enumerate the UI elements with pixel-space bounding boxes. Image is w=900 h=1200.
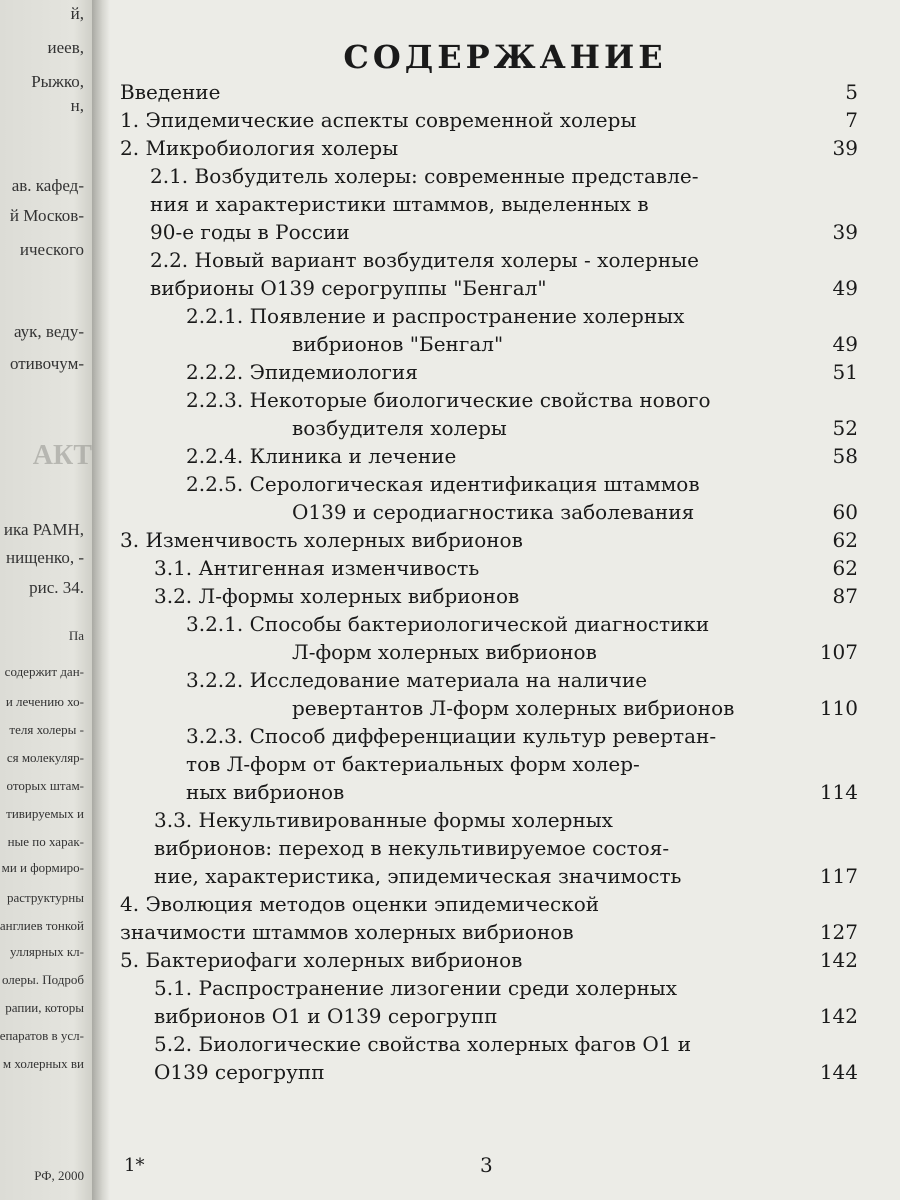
previous-page-text-fragment: й Москов- <box>9 206 84 225</box>
previous-page-text-fragment: нищенко, - <box>6 548 84 567</box>
previous-page-text-fragment: оторых штам- <box>6 778 84 793</box>
previous-page-text-fragment: епаратов в усл- <box>0 1028 84 1043</box>
toc-entry-title-continued: 90-е годы в России <box>150 220 350 244</box>
toc-entry-title: 2.2.4. Клиника и лечение <box>186 444 457 468</box>
previous-page-edge <box>0 0 92 1200</box>
toc-entry-title: 3.3. Некультивированные формы холерных <box>154 808 613 832</box>
toc-entry-title-continued: ние, характеристика, эпидемическая значимость <box>154 864 682 888</box>
previous-page-text-fragment: раструктурны <box>6 890 84 905</box>
toc-entry-title: 2.2. Новый вариант возбудителя холеры - холерные <box>150 248 699 272</box>
toc-entry-title: 3.2. Л-формы холерных вибрионов <box>154 584 520 608</box>
toc-entry-title-continued: ревертантов Л-форм холерных вибрионов <box>292 696 735 720</box>
previous-page-text-fragment: рапии, которы <box>5 1000 84 1015</box>
toc-page-number: 117 <box>819 864 858 888</box>
toc-entry-title-continued: вибрионов "Бенгал" <box>292 332 504 356</box>
contents-page <box>110 0 900 1200</box>
toc-entry-title: 3. Изменчивость холерных вибрионов <box>120 528 523 552</box>
toc-page-number: 49 <box>832 276 858 300</box>
toc-page-number: 49 <box>832 332 858 356</box>
previous-page-text-fragment: м холерных ви <box>2 1056 84 1071</box>
toc-entry-title: 2. Микробиология холеры <box>120 136 399 160</box>
toc-entry <box>110 806 900 890</box>
toc-entry <box>110 442 900 470</box>
toc-page-number: 58 <box>832 444 858 468</box>
previous-page-text-fragment: иеев, <box>47 38 84 57</box>
page-title: СОДЕРЖАНИЕ <box>343 38 667 76</box>
toc-page-number: 62 <box>832 528 858 552</box>
toc-entry-title: 2.1. Возбудитель холеры: современные представле- <box>150 164 699 188</box>
previous-page-text-fragment: теля холеры - <box>9 722 84 737</box>
previous-page-text-fragment: н, <box>70 96 84 115</box>
toc-page-number: 62 <box>832 556 858 580</box>
toc-entry-title-continued: O139 серогрупп <box>154 1060 325 1084</box>
toc-entry <box>110 666 900 722</box>
toc-entry-title: 5. Бактериофаги холерных вибрионов <box>120 948 523 972</box>
toc-page-number: 39 <box>832 220 858 244</box>
toc-entry-title: 3.2.1. Способы бактериологической диагностики <box>186 612 710 636</box>
toc-entry <box>110 526 900 554</box>
toc-entry-title: 3.1. Антигенная изменчивость <box>154 556 480 580</box>
toc-entry-title: 5.2. Биологические свойства холерных фагов O1 и <box>154 1032 692 1056</box>
toc-page-number: 142 <box>819 1004 858 1028</box>
toc-page-number: 39 <box>832 136 858 160</box>
previous-page-text-fragment: и лечению хо- <box>5 694 84 709</box>
previous-page-text-fragment: ического <box>19 240 84 259</box>
previous-page-text-fragment: АКТ <box>32 440 92 471</box>
toc-page-number: 144 <box>819 1060 858 1084</box>
toc-entry-title: 5.1. Распространение лизогении среди холерных <box>154 976 677 1000</box>
toc-entry <box>110 610 900 666</box>
toc-entry <box>110 946 900 974</box>
toc-entry-title: 2.2.3. Некоторые биологические свойства нового <box>186 388 711 412</box>
toc-entry-title-continued: вибрионов: переход в некультивируемое состоя- <box>154 836 670 860</box>
toc-entry-title: Введение <box>120 80 221 104</box>
previous-page-text-fragment: уллярных кл- <box>10 944 84 959</box>
toc-entry <box>110 890 900 946</box>
previous-page-text-fragment: ав. кафед- <box>11 176 84 195</box>
page-number: 3 <box>480 1153 493 1177</box>
toc-entry <box>110 722 900 806</box>
toc-entry-title-continued: вибрионы O139 серогруппы "Бенгал" <box>150 276 547 300</box>
toc-entry <box>110 582 900 610</box>
previous-page-text-fragment: ся молекуляр- <box>6 750 84 765</box>
toc-entry-title-continued: значимости штаммов холерных вибрионов <box>120 920 574 944</box>
previous-page-text-fragment: англиев тонкой <box>0 918 84 933</box>
toc-entry-title-continued: ния и характеристики штаммов, выделенных в <box>150 192 649 216</box>
toc-entry <box>110 554 900 582</box>
previous-page-text-fragment: тивируемых и <box>6 806 84 821</box>
toc-entry <box>110 246 900 302</box>
toc-page-number: 107 <box>819 640 858 664</box>
toc-entry <box>110 106 900 134</box>
toc-entry <box>110 358 900 386</box>
toc-page-number: 127 <box>819 920 858 944</box>
toc-entry-title-continued: тов Л-форм от бактериальных форм холер- <box>186 752 640 776</box>
toc-page-number: 60 <box>832 500 858 524</box>
toc-page-number: 142 <box>819 948 858 972</box>
toc-entry <box>110 1030 900 1086</box>
previous-page-text-fragment: отивочум- <box>9 354 84 373</box>
toc-page-number: 7 <box>845 108 858 132</box>
toc-entry <box>110 470 900 526</box>
previous-page-text-fragment: ика РАМН, <box>3 520 84 539</box>
toc-page-number: 5 <box>845 80 858 104</box>
toc-entry <box>110 302 900 358</box>
printer-signature: 1* <box>124 1155 145 1176</box>
toc-entry-title-continued: ных вибрионов <box>186 780 345 804</box>
toc-entry-title: 3.2.2. Исследование материала на наличие <box>186 668 648 692</box>
toc-page-number: 110 <box>819 696 858 720</box>
previous-page-text-fragment: аук, веду- <box>13 322 84 341</box>
toc-entry-title-continued: Л-форм холерных вибрионов <box>292 640 597 664</box>
toc-page-number: 52 <box>832 416 858 440</box>
toc-entry <box>110 134 900 162</box>
previous-page-text-fragment: Па <box>68 628 84 643</box>
previous-page-text-fragment: ми и формиро- <box>1 860 84 875</box>
toc-entry-title-continued: возбудителя холеры <box>292 416 507 440</box>
previous-page-text-fragment: ные по харак- <box>7 834 84 849</box>
toc-entry <box>110 974 900 1030</box>
previous-page-text-fragment: й, <box>70 4 84 23</box>
toc-entry <box>110 162 900 246</box>
previous-page-text-fragment: олеры. Подроб <box>1 972 84 987</box>
previous-page-text-fragment: Рыжко, <box>31 72 84 91</box>
previous-page-text-fragment: рис. 34. <box>29 578 84 597</box>
toc-entry-title: 4. Эволюция методов оценки эпидемической <box>120 892 600 916</box>
toc-entry-title: 2.2.1. Появление и распространение холерных <box>186 304 685 328</box>
toc-entry <box>110 386 900 442</box>
toc-page-number: 87 <box>832 584 858 608</box>
previous-page-text-fragment: содержит дан- <box>4 664 84 679</box>
toc-entry-title-continued: O139 и серодиагностика заболевания <box>292 500 695 524</box>
book-gutter <box>92 0 110 1200</box>
toc-entry-title: 2.2.2. Эпидемиология <box>186 360 418 384</box>
toc-entry-title: 3.2.3. Способ дифференциации культур ревертан- <box>186 724 717 748</box>
toc-entry-title-continued: вибрионов O1 и O139 серогрупп <box>154 1004 498 1028</box>
toc-entry-title: 2.2.5. Серологическая идентификация штаммов <box>186 472 700 496</box>
toc-entry <box>110 78 900 106</box>
toc-page-number: 51 <box>832 360 858 384</box>
previous-page-text-fragment: РФ, 2000 <box>34 1168 84 1183</box>
toc-entry-title: 1. Эпидемические аспекты современной холеры <box>120 108 637 132</box>
toc-page-number: 114 <box>819 780 858 804</box>
